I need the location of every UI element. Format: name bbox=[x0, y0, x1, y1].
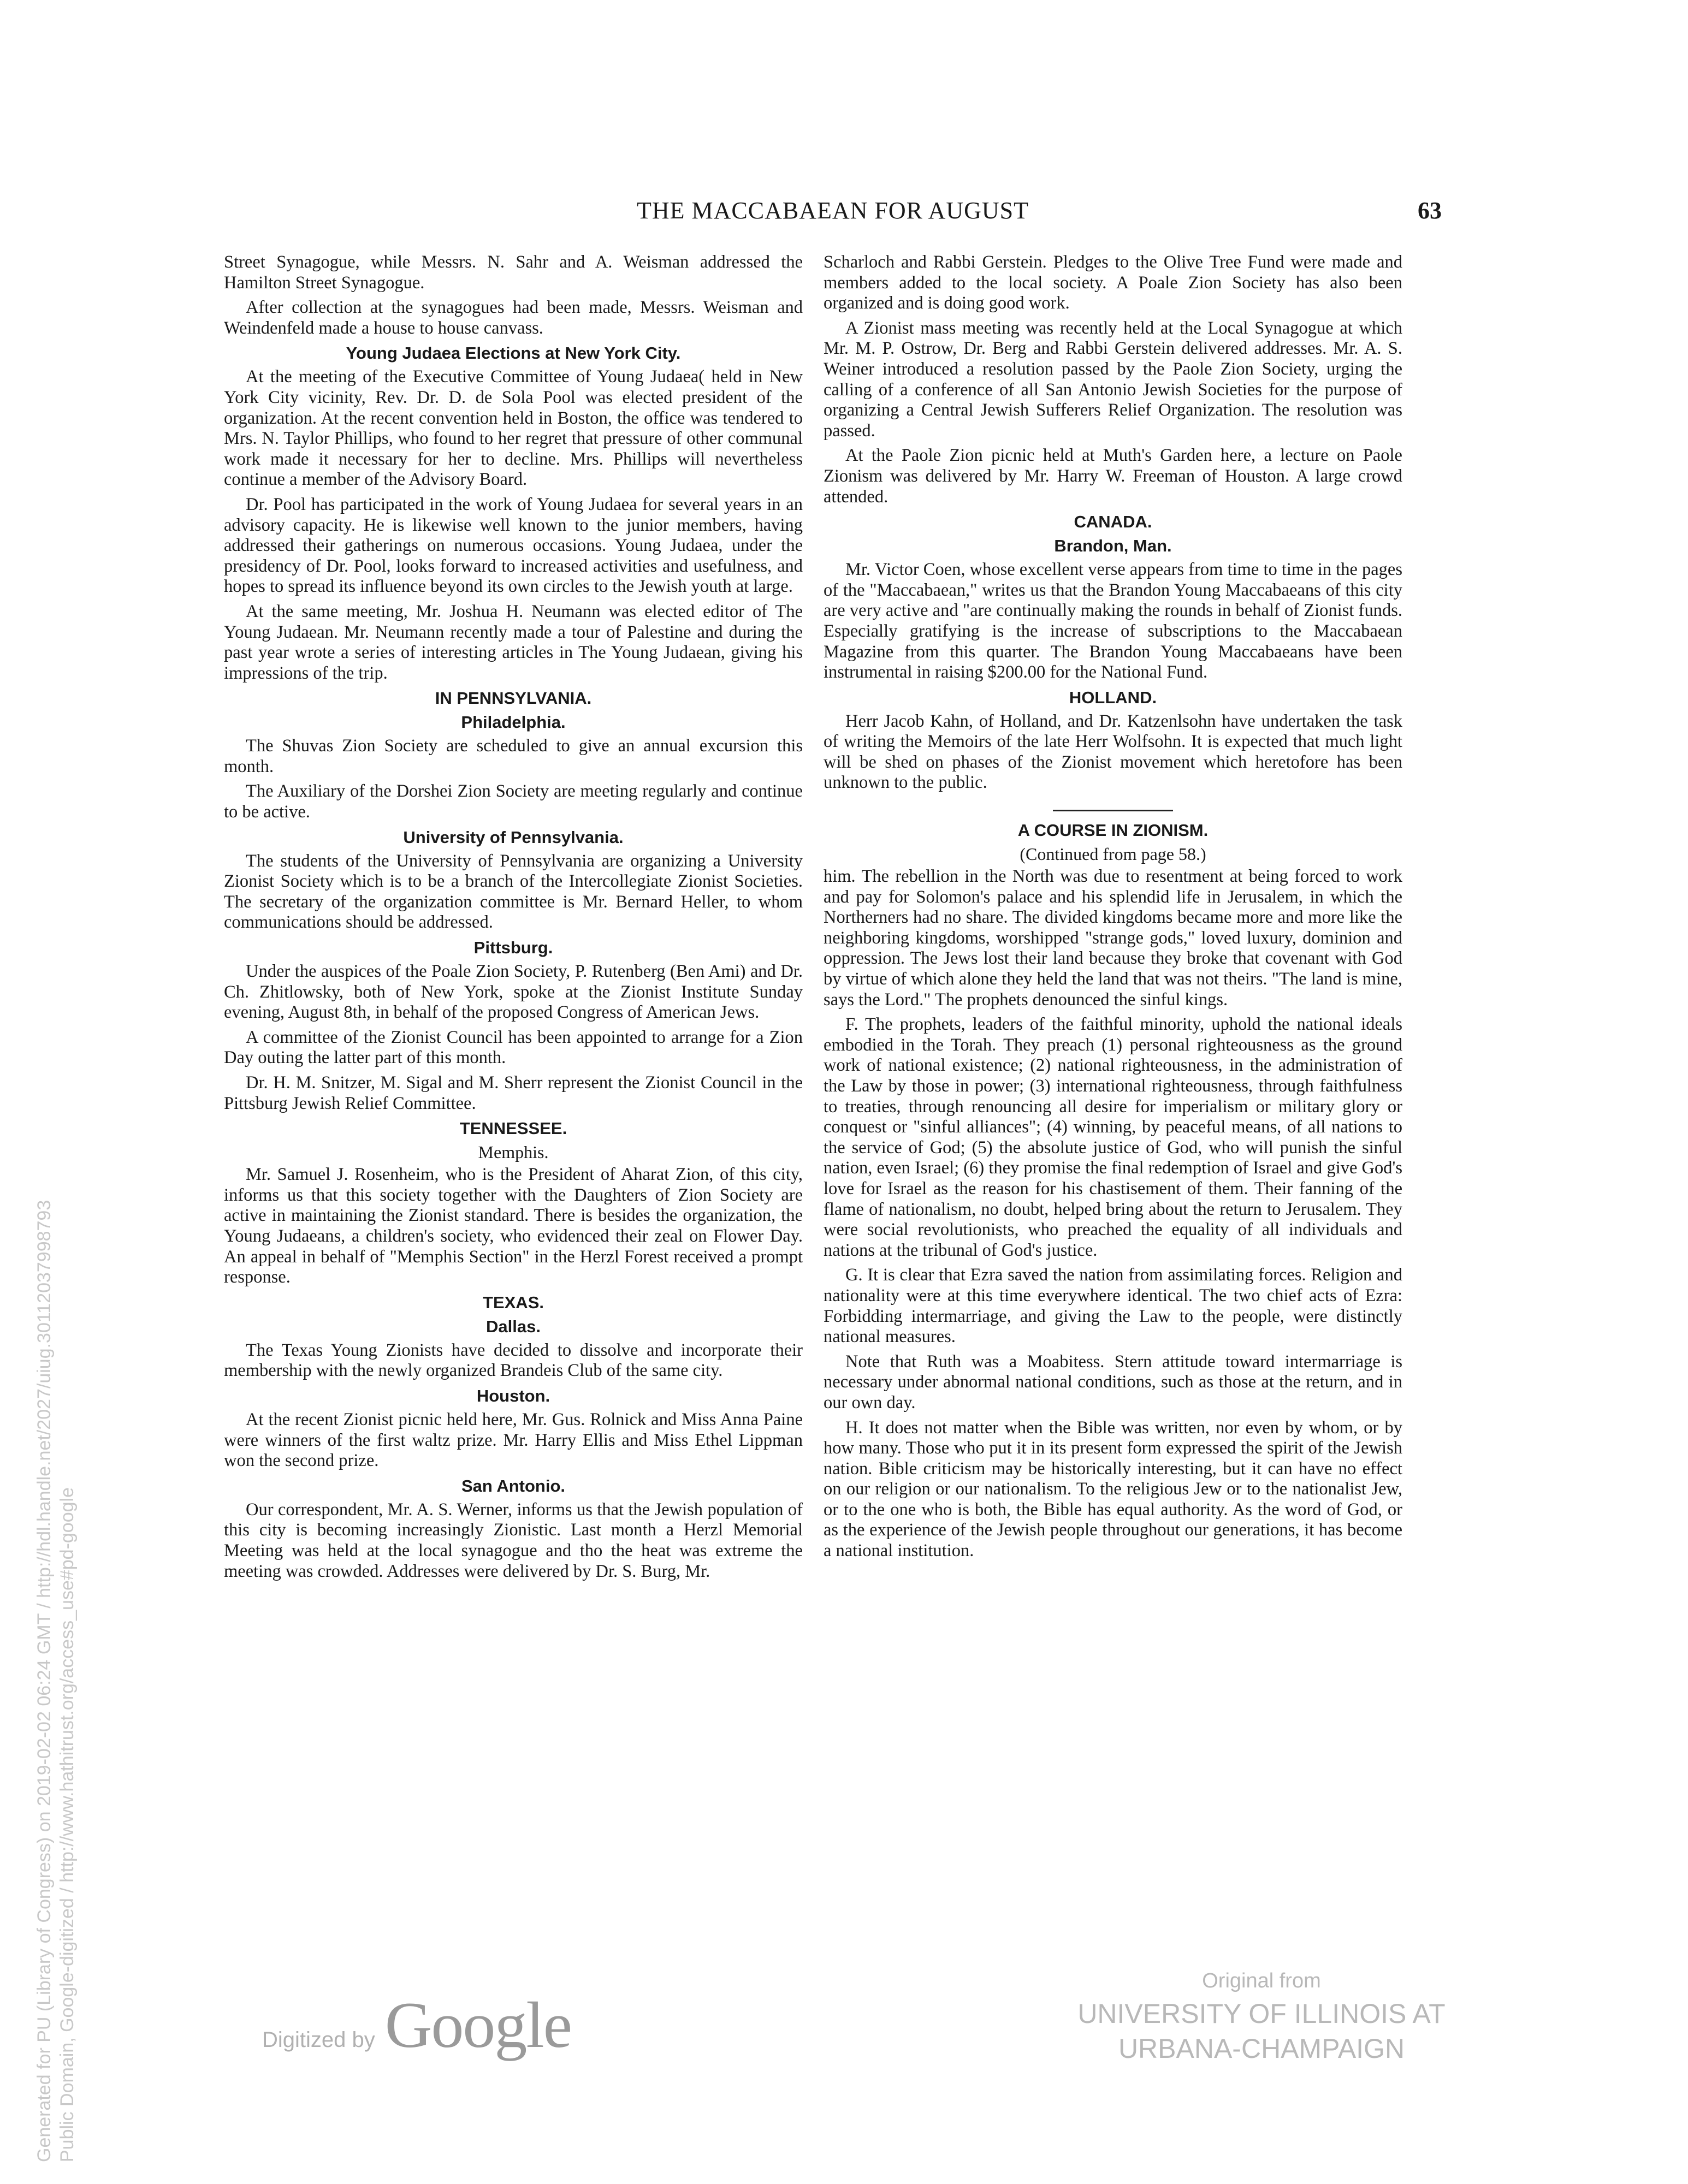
section-heading: TEXAS. bbox=[483, 1292, 544, 1312]
continued-note: (Continued from page 58.) bbox=[1020, 844, 1206, 864]
stamp-line: Generated for PU (Library of Congress) on 2019-02-02 06:24 GMT / http://hdl.handle.net/2027/uiug.30112037998793 bbox=[34, 1200, 55, 2162]
paragraph: Our correspondent, Mr. A. S. Werner, informs us that the Jewish population of this city is becoming increasingly Zionistic. Last month a Herzl Memorial Meeting was held at the local synagogue and tho the heat was extreme the meeting was crowded. Addresses were delivered by Dr. S. Burg, Mr. bbox=[224, 1499, 803, 1581]
subsection-heading: Philadelphia. bbox=[461, 713, 566, 732]
paragraph: Dr. H. M. Snitzer, M. Sigal and M. Sherr represent the Zionist Council in the Pittsburg Jewish Relief Committee. bbox=[224, 1073, 803, 1113]
google-logo: Google bbox=[384, 1989, 572, 2061]
paragraph: A Zionist mass meeting was recently held at the Local Synagogue at which Mr. M. P. Ostrow, Dr. Berg and Rabbi Gerstein delivered addresses. Mr. A. S. Weiner introduced a resolution passed by the Paole Zion Society, urging the calling of a conference of all San Antonio Jewish Societies for the purpose of organizing a Central Jewish Sufferers Relief Organization. The resolution was passed. bbox=[824, 318, 1402, 441]
section-heading: CANADA. bbox=[1074, 512, 1152, 532]
paragraph: Mr. Samuel J. Rosenheim, who is the President of Aharat Zion, of this city, informs us that this society together with the Daughters of Zion Society are active in maintaining the Zionist standard. There is besides the organization, the Young Judaeans, a children's society, who evidenced their zeal on Flower Day. An appeal in behalf of "Memphis Section" in the Herzl Forest received a prompt response. bbox=[224, 1165, 803, 1287]
paragraph: Under the auspices of the Poale Zion Society, P. Rutenberg (Ben Ami) and Dr. Ch. Zhitlowsky, both of New York, spoke at the Zionist Institute Sunday evening, August 8th, in behalf of the proposed Congress of American Jews. bbox=[224, 962, 803, 1023]
paragraph: Herr Jacob Kahn, of Holland, and Dr. Katzenlsohn have undertaken the task of writing the Memoirs of the late Herr Wolfsohn. It is expected that much light will be shed on phases of the Zionist movement which heretofore has been unknown to the public. bbox=[824, 711, 1402, 793]
section-heading: TENNESSEE. bbox=[459, 1119, 567, 1138]
subsection-heading: Houston. bbox=[476, 1386, 550, 1405]
stamp-line: Public Domain, Google-digitized / http://www.hathitrust.org/access_use#pd-google bbox=[57, 1487, 78, 2162]
paragraph: Dr. Pool has participated in the work of Young Judaea for several years in an advisory capacity. He is likewise well known to the junior members, having addressed their gatherings on numerous occasions. Young Judaea, under the presidency of Dr. Pool, looks forward to increased activities and usefulness, and hopes to spread its influence beyond its own circles to the Jewish youth at large. bbox=[224, 494, 803, 597]
left-column bbox=[224, 252, 803, 1586]
original-from bbox=[1065, 1966, 1458, 2066]
paragraph: The students of the University of Pennsylvania are organizing a University Zionist Society which is to be a branch of the Intercollegiate Zionist Societies. The secretary of the organization committee is Mr. Bernard Heller, to whom communications should be addressed. bbox=[224, 851, 803, 933]
page-number: 63 bbox=[1418, 197, 1442, 224]
paragraph: Scharloch and Rabbi Gerstein. Pledges to the Olive Tree Fund were made and members added to the local society. A Poale Zion Society has also been organized and is doing good work. bbox=[824, 252, 1402, 313]
paragraph: The Auxiliary of the Dorshei Zion Society are meeting regularly and continue to be active. bbox=[224, 781, 803, 822]
paragraph: At the Paole Zion picnic held at Muth's Garden here, a lecture on Paole Zionism was delivered by Mr. Harry W. Freeman of Houston. A large crowd attended. bbox=[824, 446, 1402, 507]
institution-name: URBANA-CHAMPAIGN bbox=[1118, 2033, 1405, 2064]
subsection-heading: University of Pennsylvania. bbox=[403, 827, 624, 847]
paragraph: After collection at the synagogues had been made, Messrs. Weisman and Weindenfeld made a house to house canvass. bbox=[224, 298, 803, 338]
digitized-label: Digitized by bbox=[262, 2028, 375, 2052]
section-heading: HOLLAND. bbox=[1069, 687, 1157, 707]
hathitrust-stamp bbox=[33, 1200, 79, 2162]
paragraph: At the meeting of the Executive Committee of Young Judaea( held in New York City vicinity, Rev. Dr. D. de Sola Pool was elected president of the organization. At the recent convention held in Boston, the office was tendered to Mrs. N. Taylor Phillips, who found to her regret that pressure of other communal work made it necessary for her to decline. Mrs. Phillips will nevertheless continue a member of the Advisory Board. bbox=[224, 367, 803, 490]
paragraph: Street Synagogue, while Messrs. N. Sahr and A. Weisman addressed the Hamilton Street Synagogue. bbox=[224, 252, 803, 293]
section-heading: IN PENNSYLVANIA. bbox=[435, 689, 592, 708]
institution-name: UNIVERSITY OF ILLINOIS AT bbox=[1077, 1998, 1446, 2029]
subsection-heading: Brandon, Man. bbox=[1054, 536, 1172, 556]
right-column bbox=[824, 252, 1402, 1566]
running-title: THE MACCABAEAN FOR AUGUST bbox=[636, 197, 1029, 224]
paragraph: Note that Ruth was a Moabitess. Stern attitude toward intermarriage is necessary under abnormal national conditions, such as those at the return, and in our own day. bbox=[824, 1351, 1402, 1413]
subsection-heading: Dallas. bbox=[486, 1316, 541, 1336]
subsection-heading: Pittsburg. bbox=[473, 938, 553, 958]
page-header bbox=[224, 197, 1442, 229]
original-label: Original from bbox=[1202, 1969, 1321, 1992]
digitized-by-google bbox=[262, 1987, 571, 2063]
paragraph: The Shuvas Zion Society are scheduled to give an annual excursion this month. bbox=[224, 736, 803, 776]
subsection-heading: San Antonio. bbox=[461, 1476, 565, 1495]
paragraph: Mr. Victor Coen, whose excellent verse appears from time to time in the pages of the "Maccabaean," writes us that the Brandon Young Maccabaeans of this city are very active and "are continually making the rounds in behalf of Zionist funds. Especially gratifying is the increase of subscriptions to the Maccabaean Magazine from this quarter. The Brandon Young Maccabaeans have been instrumental in raising $200.00 for the National Fund. bbox=[824, 560, 1403, 682]
article-title: A COURSE IN ZIONISM. bbox=[1017, 821, 1209, 840]
paragraph: A committee of the Zionist Council has been appointed to arrange for a Zion Day outing the latter part of this month. bbox=[224, 1027, 803, 1068]
paragraph: him. The rebellion in the North was due to resentment at being forced to work and pay for Solomon's palace and his splendid life in Jerusalem, in which the Northerners had no share. The divided kingdoms became more and more like the neighboring kingdoms, worshipped "strange gods," loved luxury, dominion and oppression. The Jews lost their land because they broke that covenant with God by virtue of which alone they held the land that was not theirs. "The land is mine, says the Lord." The prophets denounced the sinful kings. bbox=[824, 867, 1402, 1010]
paragraph: H. It does not matter when the Bible was written, nor even by whom, or by how many. Those who put it in its present form expressed the spirit of the Jewish nation. Bible criticism may be historically interesting, but it can have no effect on our religion or our nationalism. To the religious Jew or to the nationalist Jew, or to the one who is both, the Bible has equal authority. As the word of God, or as the experience of the Jewish people throughout our generations, it has become a national institution. bbox=[824, 1417, 1402, 1561]
paragraph: At the recent Zionist picnic held here, Mr. Gus. Rolnick and Miss Anna Paine were winners of the first waltz prize. Mr. Harry Ellis and Miss Ethel Lippman won the second prize. bbox=[224, 1409, 803, 1471]
paragraph: At the same meeting, Mr. Joshua H. Neumann was elected editor of The Young Judaean. Mr. Neumann recently made a tour of Palestine and during the past year wrote a series of interesting articles in The Young Judaean, giving his impressions of the trip. bbox=[224, 601, 803, 683]
paragraph: The Texas Young Zionists have decided to dissolve and incorporate their membership with the newly organized Brandeis Club of the same city. bbox=[224, 1340, 803, 1381]
section-divider bbox=[1053, 810, 1173, 811]
paragraph: G. It is clear that Ezra saved the nation from assimilating forces. Religion and nationality were at this time everywhere identical. The two chief acts of Ezra: Forbidding intermarriage, and giving the Law to the people, were distinctly national measures. bbox=[824, 1265, 1402, 1347]
section-heading: Young Judaea Elections at New York City. bbox=[346, 343, 681, 363]
paragraph: F. The prophets, leaders of the faithful minority, uphold the national ideals embodied in the Torah. They preach (1) personal righteousness as the ground work of national existence; (2) national righteousness, in the administration of the Law by those in power; (3) international righteousness, through faithfulness to treaties, through renouncing all desire for imperialism or military glory or conquest or "sinful alliances"; (4) winning, by peaceful means, of all nations to the service of God; (5) the absolute justice of God, who will punish the sinful nation, even Israel; (6) they promise the final redemption of Israel and give God's love for Israel as the reason for his chastisement of them. Their fanning of the flame of nationalism, no doubt, helped bring about the return to Jerusalem. They were social revolutionists, who preached the equality of all individuals and nations at the tribunal of God's justice. bbox=[824, 1014, 1402, 1260]
subsection-heading: Memphis. bbox=[478, 1142, 549, 1162]
